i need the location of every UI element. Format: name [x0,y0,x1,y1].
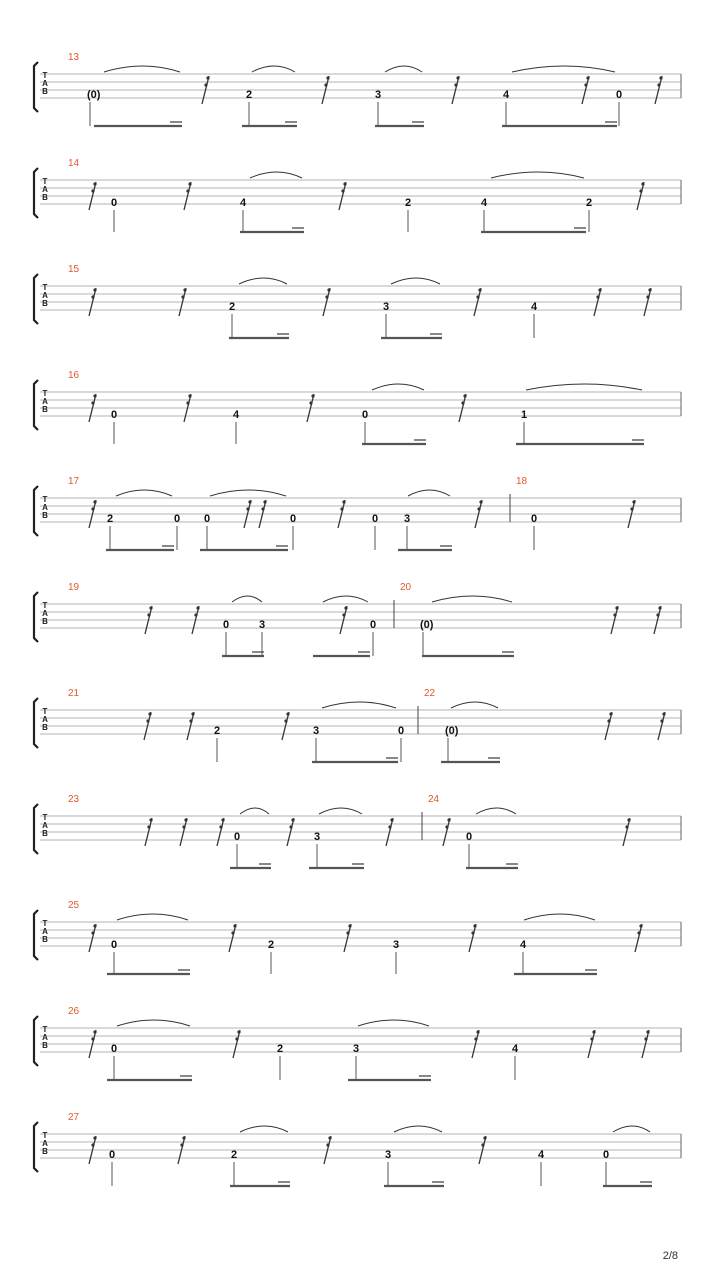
fret-number: 3 [385,1149,392,1161]
rest-dot [182,1136,185,1139]
measure-number: 18 [516,476,528,487]
rest-dot [639,924,642,927]
tab-clef-letter: A [42,927,48,936]
tab-clef-letter: T [42,601,48,610]
rest-dot [91,401,94,404]
fret-number: 4 [512,1043,519,1055]
tie-arc [408,490,450,496]
rest-dot [184,818,187,821]
fret-number: 4 [233,409,240,421]
rest-dot [186,189,189,192]
rest-dot [194,613,197,616]
system-bracket [34,486,38,536]
rest-dot [246,507,249,510]
rest-dot [324,83,327,86]
rest-dot [328,1136,331,1139]
fret-number: 2 [268,939,275,951]
rest-dot [641,182,644,185]
rest-dot [291,818,294,821]
rest-dot [625,825,628,828]
fret-number: 0 [531,513,538,525]
fret-number: 3 [383,301,390,313]
rest-dot [598,288,601,291]
rest-dot [91,189,94,192]
tie-arc [385,66,422,72]
fret-number: 0 [398,725,405,737]
staff-system [34,688,681,762]
fret-number: 2 [586,197,593,209]
rest-dot [237,1030,240,1033]
rest-dot [183,288,186,291]
tie-arc [104,66,180,72]
fret-number: 0 [370,619,377,631]
tab-clef-letter: B [42,723,48,732]
rest-dot [388,825,391,828]
system-bracket [34,274,38,324]
tab-clef-letter: B [42,405,48,414]
rest-dot [630,507,633,510]
rest-dot [659,76,662,79]
rest-dot [348,924,351,927]
system-bracket [34,698,38,748]
system-bracket [34,804,38,854]
rest-dot [182,825,185,828]
tab-clef-letter: B [42,935,48,944]
tie-arc [476,808,516,814]
fret-number: 2 [277,1043,284,1055]
measure-number: 26 [68,1006,80,1017]
rest-dot [627,818,630,821]
tie-arc [240,808,269,814]
rest-dot [478,288,481,291]
tab-clef-letter: A [42,291,48,300]
fret-number: 4 [481,197,488,209]
rest-dot [261,507,264,510]
tie-arc [451,702,498,708]
rest-dot [206,76,209,79]
tab-clef-letter: T [42,389,48,398]
rest-dot [657,83,660,86]
rest-dot [637,931,640,934]
fret-number: 0 [174,513,181,525]
rest-dot [658,606,661,609]
fret-number: 0 [204,513,211,525]
tie-arc [613,1126,650,1132]
system-bracket [34,1016,38,1066]
tab-clef-letter: T [42,177,48,186]
rest-dot [325,295,328,298]
rest-dot [233,924,236,927]
fret-number: 1 [521,409,528,421]
tie-arc [239,278,287,284]
tie-arc [250,172,302,178]
fret-number: 0 [111,197,118,209]
rest-dot [186,401,189,404]
tab-clef-letter: A [42,397,48,406]
rest-dot [477,507,480,510]
measure-number: 27 [68,1112,80,1123]
rest-dot [609,712,612,715]
fret-number: 3 [404,513,411,525]
fret-number: 0 [372,513,379,525]
fret-number: 0 [111,409,118,421]
staff-system [34,794,681,868]
tab-clef-letter: A [42,79,48,88]
rest-dot [327,288,330,291]
tab-clef-letter: T [42,1025,48,1034]
tie-arc [512,66,615,72]
fret-number: 0 [223,619,230,631]
rest-dot [340,507,343,510]
tab-clef-letter: T [42,495,48,504]
tie-arc [491,172,584,178]
rest-dot [146,719,149,722]
fret-number: 2 [229,301,236,313]
system-bracket [34,910,38,960]
tab-clef-letter: B [42,1147,48,1156]
staff-system [34,476,681,550]
tab-clef-letter: B [42,299,48,308]
rest-dot [147,825,150,828]
rest-dot [481,1143,484,1146]
rest-dot [648,288,651,291]
tab-clef-letter: B [42,511,48,520]
rest-dot [474,1037,477,1040]
fret-number: 0 [234,831,241,843]
system-bracket [34,592,38,642]
tab-clef-letter: A [42,821,48,830]
rest-dot [445,825,448,828]
rest-dot [456,76,459,79]
staff-system [34,370,681,444]
rest-dot [447,818,450,821]
tab-clef-letter: A [42,609,48,618]
rest-dot [342,613,345,616]
tie-arc [372,384,424,390]
rest-dot [615,606,618,609]
page-number: 2/8 [662,1250,678,1262]
rest-dot [191,712,194,715]
fret-number: 0 [466,831,473,843]
rest-dot [341,189,344,192]
fret-number: 2 [405,197,412,209]
tab-clef-letter: B [42,1041,48,1050]
fret-number: 0 [290,513,297,525]
rest-dot [93,1030,96,1033]
fret-number: 4 [538,1149,545,1161]
measure-number: 25 [68,900,80,911]
tie-arc [394,1126,442,1132]
measure-number: 14 [68,158,80,169]
rest-dot [91,1143,94,1146]
fret-number: 4 [240,197,247,209]
rest-dot [231,931,234,934]
rest-dot [454,83,457,86]
rest-dot [189,719,192,722]
rest-dot [463,394,466,397]
staff-system [34,900,681,974]
measure-number: 23 [68,794,80,805]
rest-dot [309,401,312,404]
measure-number: 24 [428,794,440,805]
rest-dot [188,182,191,185]
measure-number: 20 [400,582,412,593]
rest-dot [180,1143,183,1146]
tie-arc [358,1020,429,1026]
rest-dot [656,613,659,616]
fret-number: 4 [531,301,538,313]
rest-dot [196,606,199,609]
tie-arc [524,914,595,920]
rest-dot [584,83,587,86]
fret-number: (0) [445,725,459,737]
rest-dot [471,931,474,934]
rest-dot [91,507,94,510]
rest-dot [596,295,599,298]
tab-clef-letter: T [42,813,48,822]
rest-dot [644,1037,647,1040]
rest-dot [91,931,94,934]
staff-system [34,1112,681,1186]
tab-clef-letter: A [42,185,48,194]
tie-arc [252,66,295,72]
fret-number: 0 [616,89,623,101]
rest-dot [235,1037,238,1040]
fret-number: 2 [107,513,114,525]
tie-arc [117,914,188,920]
tie-arc [210,490,286,496]
tab-clef-letter: T [42,707,48,716]
rest-dot [326,1143,329,1146]
fret-number: (0) [87,89,101,101]
rest-dot [473,924,476,927]
rest-dot [646,1030,649,1033]
rest-dot [590,1037,593,1040]
rest-dot [91,295,94,298]
fret-number: 0 [111,1043,118,1055]
tie-arc [323,596,368,602]
rest-dot [204,83,207,86]
rest-dot [289,825,292,828]
tab-clef-letter: A [42,1033,48,1042]
tab-clef-letter: T [42,919,48,928]
fret-number: 3 [353,1043,360,1055]
rest-dot [586,76,589,79]
staff-system [34,158,681,232]
rest-dot [181,295,184,298]
tab-clef-letter: A [42,503,48,512]
rest-dot [613,613,616,616]
rest-dot [326,76,329,79]
rest-dot [91,1037,94,1040]
fret-number: 0 [109,1149,116,1161]
system-bracket [34,168,38,218]
rest-dot [592,1030,595,1033]
fret-number: 2 [214,725,221,737]
rest-dot [632,500,635,503]
tab-clef-letter: B [42,829,48,838]
fret-number: 3 [313,725,320,737]
rest-dot [93,500,96,503]
staff-system [34,582,681,656]
rest-dot [219,825,222,828]
tie-arc [319,808,362,814]
fret-number: 3 [375,89,382,101]
tie-arc [116,490,172,496]
rest-dot [607,719,610,722]
fret-number: 0 [362,409,369,421]
tie-arc [526,384,642,390]
measure-number: 17 [68,476,80,487]
tie-arc [232,596,262,602]
rest-dot [646,295,649,298]
system-bracket [34,1122,38,1172]
rest-dot [188,394,191,397]
measure-number: 13 [68,52,80,63]
rest-dot [93,394,96,397]
rest-dot [343,182,346,185]
rest-dot [662,712,665,715]
system-bracket [34,62,38,112]
tab-clef-letter: B [42,87,48,96]
tab-clef-letter: T [42,71,48,80]
rest-dot [93,1136,96,1139]
rest-dot [248,500,251,503]
rest-dot [344,606,347,609]
measure-number: 22 [424,688,436,699]
fret-number: 0 [603,1149,610,1161]
rest-dot [639,189,642,192]
tie-arc [240,1126,288,1132]
tie-arc [322,702,396,708]
rest-dot [286,712,289,715]
rest-dot [461,401,464,404]
staff-system [34,1006,681,1080]
fret-number: (0) [420,619,434,631]
fret-number: 0 [111,939,118,951]
measure-number: 19 [68,582,80,593]
fret-number: 4 [520,939,527,951]
fret-number: 3 [393,939,400,951]
rest-dot [148,712,151,715]
rest-dot [93,182,96,185]
measure-number: 21 [68,688,80,699]
staff-system [34,52,681,126]
tie-arc [432,596,512,602]
tab-clef-letter: A [42,715,48,724]
rest-dot [149,818,152,821]
measure-number: 15 [68,264,80,275]
rest-dot [479,500,482,503]
rest-dot [390,818,393,821]
system-bracket [34,380,38,430]
rest-dot [147,613,150,616]
rest-dot [660,719,663,722]
tab-clef-letter: B [42,617,48,626]
rest-dot [93,924,96,927]
tab-clef-letter: B [42,193,48,202]
tab-clef-letter: T [42,283,48,292]
tie-arc [391,278,440,284]
rest-dot [346,931,349,934]
staff-system [34,264,681,338]
fret-number: 3 [314,831,321,843]
tab-clef-letter: T [42,1131,48,1140]
rest-dot [284,719,287,722]
rest-dot [93,288,96,291]
rest-dot [476,295,479,298]
fret-number: 2 [246,89,253,101]
fret-number: 3 [259,619,266,631]
rest-dot [263,500,266,503]
tie-arc [117,1020,190,1026]
rest-dot [476,1030,479,1033]
rest-dot [311,394,314,397]
rest-dot [149,606,152,609]
tab-clef-letter: A [42,1139,48,1148]
rest-dot [342,500,345,503]
rest-dot [221,818,224,821]
rest-dot [483,1136,486,1139]
fret-number: 2 [231,1149,238,1161]
measure-number: 16 [68,370,80,381]
fret-number: 4 [503,89,510,101]
